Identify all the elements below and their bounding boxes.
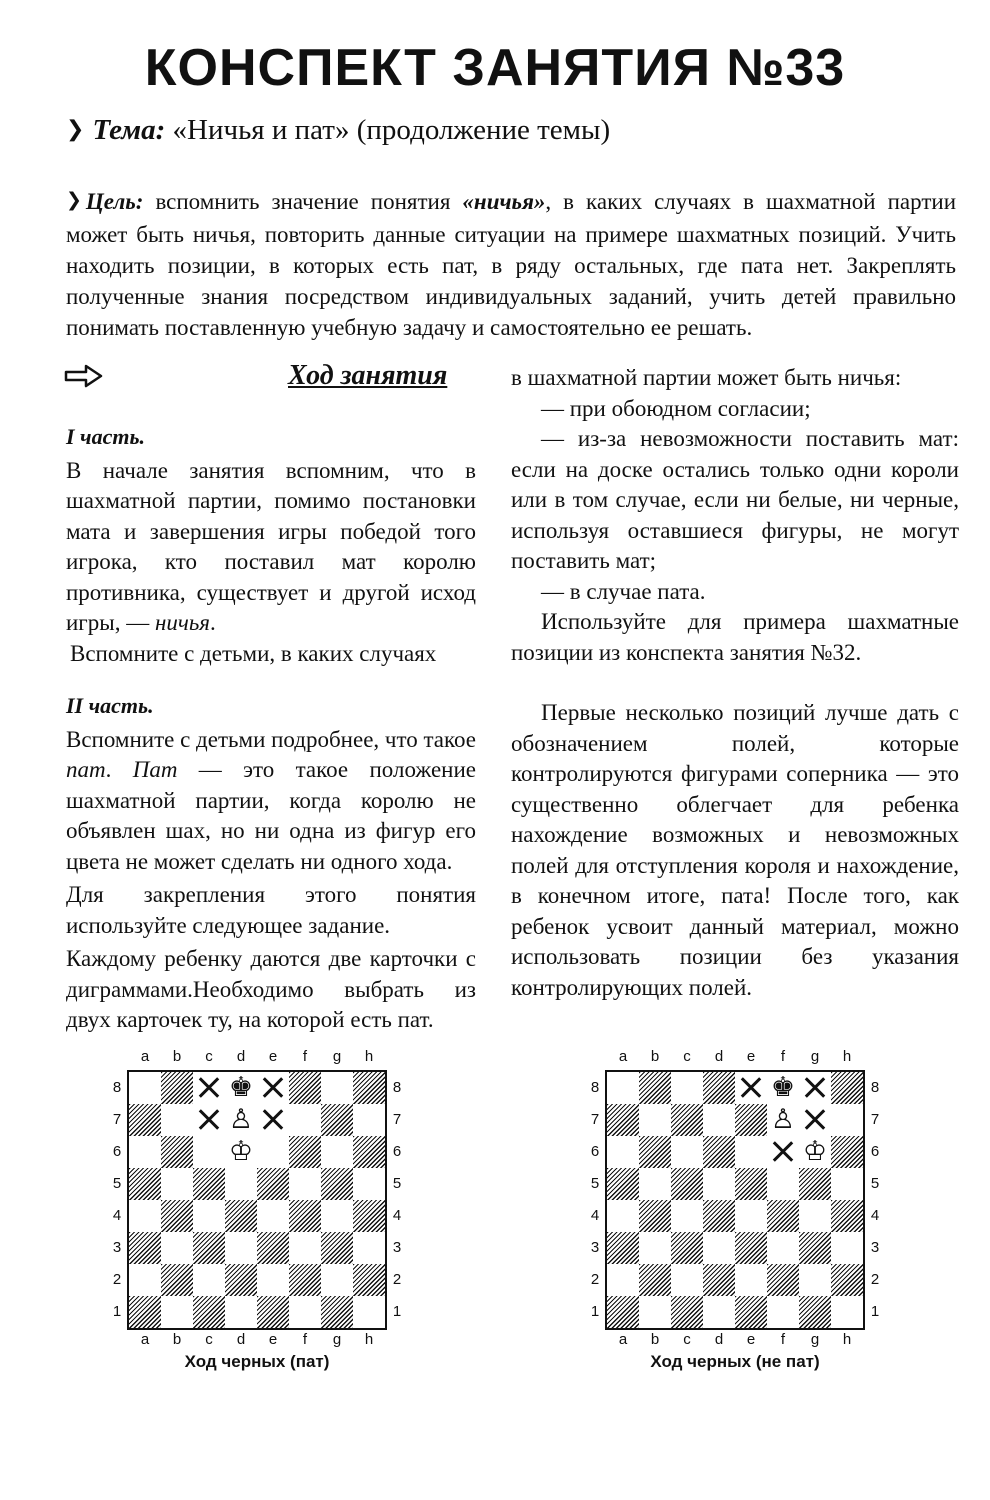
- board-square-h8: [831, 1072, 863, 1104]
- hand-arrow-icon: [64, 364, 104, 393]
- rank-label: 1: [112, 1303, 122, 1320]
- board-square-g4: [321, 1200, 353, 1232]
- board-square-e5: [735, 1168, 767, 1200]
- board-square-a8: [129, 1072, 161, 1104]
- rank-label: 1: [392, 1303, 402, 1320]
- board-square-b2: [639, 1264, 671, 1296]
- board-square-e6: [257, 1136, 289, 1168]
- board-square-h6: [353, 1136, 385, 1168]
- board-square-f2: [289, 1264, 321, 1296]
- board-square-h7: [353, 1104, 385, 1136]
- file-label: c: [205, 1331, 213, 1348]
- board-square-b4: [161, 1200, 193, 1232]
- board-square-c6: [193, 1136, 225, 1168]
- draw-intro: в шахматной партии может быть ничья:: [511, 365, 902, 390]
- board-square-e3: [735, 1232, 767, 1264]
- rank-label: 3: [870, 1239, 880, 1256]
- board-square-a3: [607, 1232, 639, 1264]
- goal-term: «ничья»: [462, 189, 546, 214]
- part2-paragraph1: Вспомните с детьми подробнее, что такое пат. Пат — это такое положение шахматной партии, когда королю не объявлен шах, но ни одна из фигур его цвета не может сделать ни одного хода.: [66, 726, 477, 874]
- board-square-d6: [703, 1136, 735, 1168]
- black-king-icon: ♚: [767, 1072, 799, 1104]
- board-square-h4: [353, 1200, 385, 1232]
- bullet-arrow-icon: ❯: [66, 117, 85, 142]
- board-square-b4: [639, 1200, 671, 1232]
- board-square-a8: [607, 1072, 639, 1104]
- topic-label: Тема:: [92, 114, 166, 146]
- file-label: f: [780, 1048, 786, 1065]
- rank-label: 1: [590, 1303, 600, 1320]
- rank-label: 7: [870, 1111, 880, 1128]
- board-square-c4: [193, 1200, 225, 1232]
- file-label: g: [332, 1331, 342, 1348]
- board-square-b3: [161, 1232, 193, 1264]
- file-label: d: [714, 1048, 724, 1065]
- board-square-a2: [607, 1264, 639, 1296]
- board-square-e4: [735, 1200, 767, 1232]
- board-square-a5: [129, 1168, 161, 1200]
- rank-label: 4: [870, 1207, 880, 1224]
- rank-label: 5: [870, 1175, 880, 1192]
- board-square-d7: [703, 1104, 735, 1136]
- board-square-h6: [831, 1136, 863, 1168]
- board-square-f5: [289, 1168, 321, 1200]
- goal-paragraph: [66, 186, 956, 343]
- bullet-arrow-icon: ❯: [66, 189, 82, 211]
- board-square-h5: [353, 1168, 385, 1200]
- file-label: a: [618, 1048, 628, 1065]
- board-square-b8: [639, 1072, 671, 1104]
- board-square-g3: [321, 1232, 353, 1264]
- board-square-e1: [735, 1296, 767, 1328]
- board-square-a6: [129, 1136, 161, 1168]
- board-square-c1: [193, 1296, 225, 1328]
- board-square-d8: [703, 1072, 735, 1104]
- controlled-square-cross-icon: [799, 1104, 831, 1136]
- part2-paragraph2: Для закрепления этого понятия используйте следующее задание.: [66, 882, 476, 938]
- draw-case-3: — в случае пата.: [541, 578, 706, 604]
- board-square-f2: [767, 1264, 799, 1296]
- board-square-f4: [767, 1200, 799, 1232]
- board-square-f8: [289, 1072, 321, 1104]
- term-stalemate: пат: [66, 757, 106, 782]
- goal-label: Цель:: [85, 189, 144, 214]
- rank-label: 6: [870, 1143, 880, 1160]
- board-square-b1: [161, 1296, 193, 1328]
- board-square-c4: [671, 1200, 703, 1232]
- board-square-b7: [161, 1104, 193, 1136]
- board-square-a1: [129, 1296, 161, 1328]
- file-label: g: [332, 1048, 342, 1065]
- board-square-b1: [639, 1296, 671, 1328]
- rank-label: 8: [870, 1079, 880, 1096]
- controlled-square-cross-icon: [257, 1072, 289, 1104]
- board-square-d1: [225, 1296, 257, 1328]
- board-square-g5: [321, 1168, 353, 1200]
- file-label: f: [780, 1331, 786, 1348]
- board-square-a7: [607, 1104, 639, 1136]
- board-square-h1: [831, 1296, 863, 1328]
- left-column: [66, 422, 476, 1036]
- board-square-d3: [703, 1232, 735, 1264]
- rank-label: 8: [590, 1079, 600, 1096]
- board-square-e2: [735, 1264, 767, 1296]
- chess-board: [127, 1070, 387, 1330]
- board-square-g1: [321, 1296, 353, 1328]
- white-king-icon: ♔: [225, 1136, 257, 1168]
- goal-text-before: вспомнить значение понятия: [155, 189, 463, 214]
- board-square-b3: [639, 1232, 671, 1264]
- file-label: e: [268, 1331, 278, 1348]
- board-square-b6: [161, 1136, 193, 1168]
- board-square-e4: [257, 1200, 289, 1232]
- board-square-d1: [703, 1296, 735, 1328]
- rank-label: 6: [112, 1143, 122, 1160]
- board-square-c1: [671, 1296, 703, 1328]
- part1-paragraph1: В начале занятия вспомним, что в шахматной партии, помимо постановки мата и завершения игры победой того игрока, кто поставил мат королю противника, существует и другой исход игры, — ничья.: [66, 457, 476, 635]
- board-square-h7: [831, 1104, 863, 1136]
- file-label: e: [746, 1048, 756, 1065]
- rank-label: 7: [590, 1111, 600, 1128]
- board-square-d4: [703, 1200, 735, 1232]
- board-square-c5: [193, 1168, 225, 1200]
- board-square-d4: [225, 1200, 257, 1232]
- board-square-h1: [353, 1296, 385, 1328]
- rank-label: 5: [590, 1175, 600, 1192]
- board-square-a6: [607, 1136, 639, 1168]
- board-square-c8: [671, 1072, 703, 1104]
- board-square-f4: [289, 1200, 321, 1232]
- board-square-g8: [321, 1072, 353, 1104]
- board-square-d3: [225, 1232, 257, 1264]
- board-square-a7: [129, 1104, 161, 1136]
- file-label: a: [618, 1331, 628, 1348]
- file-label: h: [842, 1331, 852, 1348]
- board-square-e7: [735, 1104, 767, 1136]
- file-label: b: [650, 1048, 660, 1065]
- board-square-h3: [353, 1232, 385, 1264]
- board-square-b5: [639, 1168, 671, 1200]
- board-square-e1: [257, 1296, 289, 1328]
- rank-label: 4: [590, 1207, 600, 1224]
- part2-heading: II часть.: [66, 693, 154, 718]
- white-pawn-icon: ♙: [225, 1104, 257, 1136]
- board-square-g7: [321, 1104, 353, 1136]
- file-label: e: [268, 1048, 278, 1065]
- rank-label: 7: [112, 1111, 122, 1128]
- board-square-b6: [639, 1136, 671, 1168]
- board-square-d5: [703, 1168, 735, 1200]
- chess-board: [605, 1070, 865, 1330]
- board-square-h4: [831, 1200, 863, 1232]
- file-label: e: [746, 1331, 756, 1348]
- board-square-h2: [353, 1264, 385, 1296]
- file-label: h: [364, 1048, 374, 1065]
- controlled-square-cross-icon: [193, 1104, 225, 1136]
- board-square-d5: [225, 1168, 257, 1200]
- board-square-f5: [767, 1168, 799, 1200]
- term-stalemate-2: Пат: [132, 757, 178, 782]
- part1-heading: I часть.: [66, 424, 146, 449]
- rank-label: 6: [590, 1143, 600, 1160]
- right-paragraph2: Первые несколько позиций лучше дать с обозначением полей, которые контролируются фигурами соперника — это существенно облегчает для ребенка нахождение возможных и невозможных полей для отступления короля и нахождение, в конечном итоге, пата! После того, как ребенок усвоит данный материал, можно использовать позиции без указания контролирующих полей.: [511, 700, 959, 1000]
- file-label: h: [364, 1331, 374, 1348]
- board-square-c5: [671, 1168, 703, 1200]
- controlled-square-cross-icon: [257, 1104, 289, 1136]
- board-square-g4: [799, 1200, 831, 1232]
- board-square-h2: [831, 1264, 863, 1296]
- rank-label: 1: [870, 1303, 880, 1320]
- board-square-a2: [129, 1264, 161, 1296]
- right-paragraph1: Используйте для примера шахматные позиции из конспекта занятия №32.: [511, 609, 959, 665]
- rank-label: 2: [590, 1271, 600, 1288]
- file-label: d: [236, 1331, 246, 1348]
- board-square-g3: [799, 1232, 831, 1264]
- controlled-square-cross-icon: [799, 1072, 831, 1104]
- board-square-a4: [129, 1200, 161, 1232]
- rank-label: 8: [112, 1079, 122, 1096]
- board-square-g6: [321, 1136, 353, 1168]
- file-label: b: [650, 1331, 660, 1348]
- rank-label: 3: [112, 1239, 122, 1256]
- board-square-c2: [671, 1264, 703, 1296]
- file-label: f: [302, 1048, 308, 1065]
- board-square-e6: [735, 1136, 767, 1168]
- board-square-b2: [161, 1264, 193, 1296]
- part1-paragraph2: Вспомните с детьми, в каких случаях: [70, 640, 437, 666]
- file-label: a: [140, 1048, 150, 1065]
- file-label: g: [810, 1331, 820, 1348]
- topic-text: «Ничья и пат» (продолжение темы): [172, 114, 611, 146]
- board-square-f1: [767, 1296, 799, 1328]
- file-label: g: [810, 1048, 820, 1065]
- board-square-g1: [799, 1296, 831, 1328]
- white-king-icon: ♔: [799, 1136, 831, 1168]
- file-label: c: [683, 1331, 691, 1348]
- board-square-a3: [129, 1232, 161, 1264]
- file-label: a: [140, 1331, 150, 1348]
- board-square-c7: [671, 1104, 703, 1136]
- file-label: c: [205, 1048, 213, 1065]
- board-square-a1: [607, 1296, 639, 1328]
- rank-label: 3: [392, 1239, 402, 1256]
- draw-case-2: — из-за невозможности поставить мат: если на доске остались только одни короли или в том случае, если ни белые, ни черные, используя оставшиеся фигуры, не могут поставить мат;: [511, 426, 959, 573]
- goal-text-after: , в каких случаях в шахматной партии может быть ничья, повторить данные ситуации на примере шахматных позиций. Учить находить позиции, в которых есть пат, в ряду остальных, где пата нет. Закреплять полученные знания посредством индивидуальных заданий, учить детей правильно понимать поставленную учебную задачу и самостоятельно ее решать.: [66, 189, 957, 340]
- file-label: d: [236, 1048, 246, 1065]
- board-square-g2: [799, 1264, 831, 1296]
- board-square-c2: [193, 1264, 225, 1296]
- rank-label: 2: [870, 1271, 880, 1288]
- rank-label: 5: [392, 1175, 402, 1192]
- term-draw: ничья: [154, 610, 210, 635]
- controlled-square-cross-icon: [735, 1072, 767, 1104]
- board-square-b8: [161, 1072, 193, 1104]
- file-label: f: [302, 1331, 308, 1348]
- file-label: d: [714, 1331, 724, 1348]
- file-label: c: [683, 1048, 691, 1065]
- rank-label: 7: [392, 1111, 402, 1128]
- board-square-a5: [607, 1168, 639, 1200]
- controlled-square-cross-icon: [767, 1136, 799, 1168]
- rank-label: 4: [112, 1207, 122, 1224]
- board-square-e5: [257, 1168, 289, 1200]
- board-square-f7: [289, 1104, 321, 1136]
- rank-label: 3: [590, 1239, 600, 1256]
- topic-line: [66, 114, 610, 147]
- rank-label: 8: [392, 1079, 402, 1096]
- board-square-b5: [161, 1168, 193, 1200]
- board-square-h3: [831, 1232, 863, 1264]
- board-square-f3: [767, 1232, 799, 1264]
- draw-case-1: — при обоюдном согласии;: [541, 395, 811, 421]
- board-square-g2: [321, 1264, 353, 1296]
- board-square-h5: [831, 1168, 863, 1200]
- diagram-caption: Ход черных (пат): [184, 1352, 330, 1371]
- controlled-square-cross-icon: [193, 1072, 225, 1104]
- right-column: [511, 363, 959, 1003]
- rank-label: 2: [112, 1271, 122, 1288]
- section-title: Ход занятия: [288, 360, 448, 391]
- board-square-f6: [289, 1136, 321, 1168]
- board-square-f3: [289, 1232, 321, 1264]
- rank-label: 4: [392, 1207, 402, 1224]
- file-label: h: [842, 1048, 852, 1065]
- rank-label: 6: [392, 1143, 402, 1160]
- file-label: b: [172, 1048, 182, 1065]
- page-title: КОНСПЕКТ ЗАНЯТИЯ №33: [144, 39, 846, 97]
- board-square-e2: [257, 1264, 289, 1296]
- file-label: b: [172, 1331, 182, 1348]
- rank-label: 5: [112, 1175, 122, 1192]
- board-square-a4: [607, 1200, 639, 1232]
- board-square-f1: [289, 1296, 321, 1328]
- diagram-caption: Ход черных (не пат): [650, 1352, 820, 1371]
- board-square-h8: [353, 1072, 385, 1104]
- white-pawn-icon: ♙: [767, 1104, 799, 1136]
- rank-label: 2: [392, 1271, 402, 1288]
- board-square-b7: [639, 1104, 671, 1136]
- board-square-g5: [799, 1168, 831, 1200]
- board-square-d2: [703, 1264, 735, 1296]
- board-square-c3: [671, 1232, 703, 1264]
- part2-paragraph3: Каждому ребенку даются две карточки с диграммами.Необходимо выбрать из двух карточек ту, на которой есть пат.: [66, 946, 476, 1032]
- board-square-e3: [257, 1232, 289, 1264]
- board-square-c6: [671, 1136, 703, 1168]
- board-square-c3: [193, 1232, 225, 1264]
- black-king-icon: ♚: [225, 1072, 257, 1104]
- board-square-d2: [225, 1264, 257, 1296]
